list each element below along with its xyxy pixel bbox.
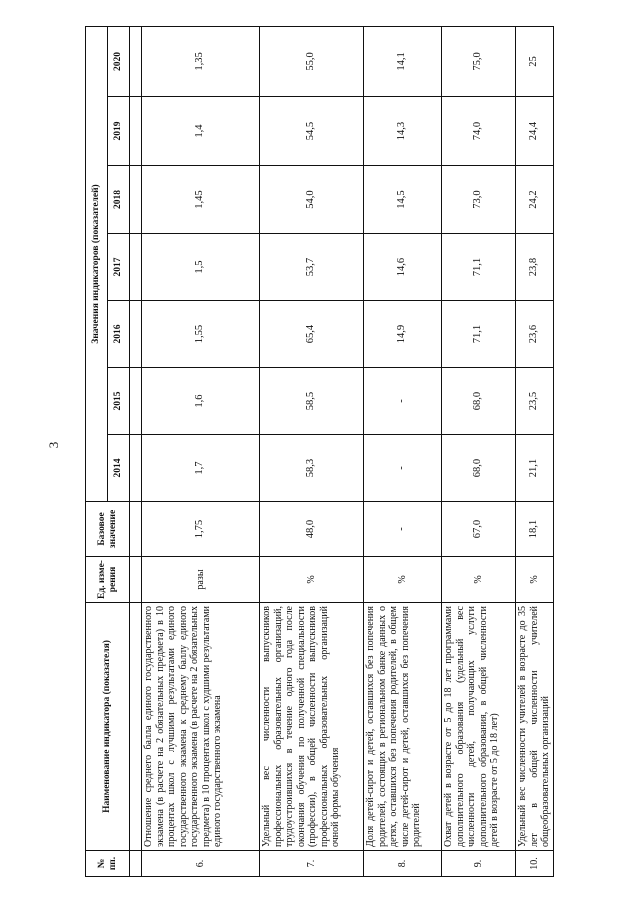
table-row bbox=[364, 26, 442, 876]
header-year: 2020 bbox=[108, 26, 130, 96]
value-cell: 24,4 bbox=[516, 97, 554, 166]
value-cell: 55,0 bbox=[260, 26, 364, 96]
header-values-group: Значения индикаторов (показателей) bbox=[86, 26, 108, 501]
base-value: - bbox=[364, 502, 442, 557]
value-cell: 74,0 bbox=[442, 97, 516, 166]
table-row bbox=[142, 26, 260, 876]
table-body bbox=[130, 26, 554, 876]
row-number: 8. bbox=[364, 851, 442, 877]
value-cell: 73,0 bbox=[442, 166, 516, 234]
value-cell: 24,2 bbox=[516, 166, 554, 234]
base-value: 1,75 bbox=[142, 502, 260, 557]
indicator-name: Доля детей-сирот и детей, оставшихся без попечения родителей, состоящих в региональном банке данных о детях, оставшихся без попечения родителей, в общем числе детей-сирот и детей, оставшихся без попечения родителей bbox=[364, 603, 442, 851]
indicator-name: Отношение среднего балла единого государственного экзамена (в расчете на 2 обязательных предмета) в 10 процентах школ с лучшими результатами единого государственного экзамена к среднему баллу единого государственного экзамена (в расчете на 2 обязательных предмета) в 10 процентах школ с худшими результатами единого государственного экзамена bbox=[142, 603, 260, 851]
value-cell: 14,3 bbox=[364, 97, 442, 166]
value-cell: 1,6 bbox=[142, 368, 260, 435]
page-number: 3 bbox=[46, 441, 61, 449]
value-cell: - bbox=[364, 435, 442, 502]
value-cell: - bbox=[364, 368, 442, 435]
row-number: 7. bbox=[260, 851, 364, 877]
header-year: 2019 bbox=[108, 97, 130, 166]
header-year: 2016 bbox=[108, 301, 130, 368]
unit-cell: % bbox=[364, 557, 442, 603]
unit-cell: % bbox=[260, 557, 364, 603]
row-number: 6. bbox=[142, 851, 260, 877]
value-cell: 14,1 bbox=[364, 26, 442, 96]
value-cell: 23,8 bbox=[516, 234, 554, 301]
base-value: 67,0 bbox=[442, 502, 516, 557]
table-header bbox=[86, 26, 130, 876]
value-cell: 65,4 bbox=[260, 301, 364, 368]
header-year: 2017 bbox=[108, 234, 130, 301]
row-number: 9. bbox=[442, 851, 516, 877]
value-cell: 54,0 bbox=[260, 166, 364, 234]
unit-cell: % bbox=[442, 557, 516, 603]
header-year: 2018 bbox=[108, 166, 130, 234]
indicator-name: Удельный вес численности учителей в возрасте до 35 лет в общей численности учителей общеобразовательных организаций bbox=[516, 603, 554, 851]
header-year: 2014 bbox=[108, 435, 130, 502]
value-cell: 1,45 bbox=[142, 166, 260, 234]
indicator-name: Охват детей в возрасте от 5 до 18 лет программами дополнительного образования (удельный вес численности детей, получающих услуги дополнительного образования, в общей численности детей в возрасте от 5 до 18 лет) bbox=[442, 603, 516, 851]
value-cell: 68,0 bbox=[442, 435, 516, 502]
spacer-row bbox=[130, 26, 142, 876]
table-row bbox=[516, 26, 554, 876]
value-cell: 25 bbox=[516, 26, 554, 96]
base-value: 18,1 bbox=[516, 502, 554, 557]
table-row bbox=[442, 26, 516, 876]
value-cell: 14,5 bbox=[364, 166, 442, 234]
header-num: № пп. bbox=[86, 851, 130, 877]
table-row bbox=[260, 26, 364, 876]
value-cell: 71,1 bbox=[442, 234, 516, 301]
value-cell: 53,7 bbox=[260, 234, 364, 301]
unit-cell: % bbox=[516, 557, 554, 603]
unit-cell: разы bbox=[142, 557, 260, 603]
value-cell: 1,55 bbox=[142, 301, 260, 368]
row-number: 10. bbox=[516, 851, 554, 877]
value-cell: 71,1 bbox=[442, 301, 516, 368]
value-cell: 1,4 bbox=[142, 97, 260, 166]
indicator-name: Удельный вес численности выпускников профессиональных образовательных организаций, трудоустроившихся в течение одного года после окончания обучения по полученной специальности (профессии), в общей численности выпускников профессиональных образовательных организаций очной формы обучения bbox=[260, 603, 364, 851]
value-cell: 68,0 bbox=[442, 368, 516, 435]
value-cell: 54,5 bbox=[260, 97, 364, 166]
value-cell: 58,3 bbox=[260, 435, 364, 502]
value-cell: 14,6 bbox=[364, 234, 442, 301]
header-unit: Ед. изме-рения bbox=[86, 557, 130, 603]
header-year: 2015 bbox=[108, 368, 130, 435]
value-cell: 58,5 bbox=[260, 368, 364, 435]
value-cell: 14,9 bbox=[364, 301, 442, 368]
value-cell: 1,7 bbox=[142, 435, 260, 502]
header-name: Наименование индикатора (показателя) bbox=[86, 603, 130, 851]
header-base: Базовое значение bbox=[86, 502, 130, 557]
value-cell: 75,0 bbox=[442, 26, 516, 96]
value-cell: 1,35 bbox=[142, 26, 260, 96]
value-cell: 23,6 bbox=[516, 301, 554, 368]
rotated-table-container bbox=[85, 27, 550, 877]
indicators-table bbox=[85, 26, 554, 877]
value-cell: 23,5 bbox=[516, 368, 554, 435]
base-value: 48,0 bbox=[260, 502, 364, 557]
value-cell: 21,1 bbox=[516, 435, 554, 502]
value-cell: 1,5 bbox=[142, 234, 260, 301]
